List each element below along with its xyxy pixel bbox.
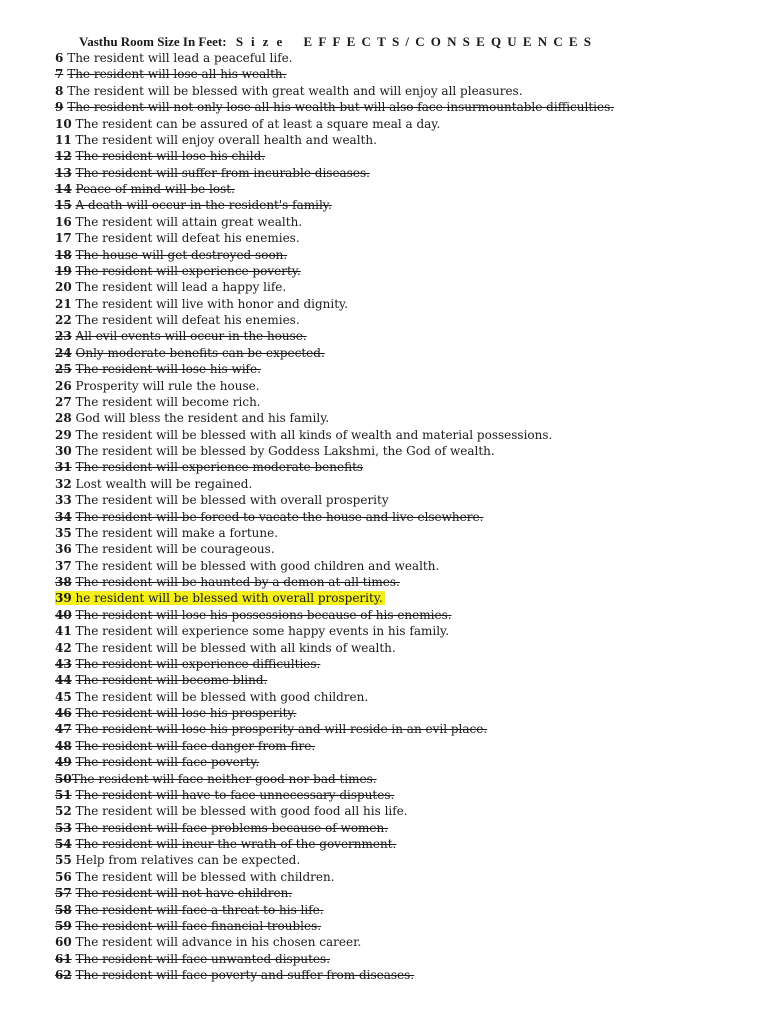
list-item [55,492,745,508]
document-page [55,33,745,983]
entry-effect-text: The resident will lose all his wealth. [67,67,287,82]
entry-size-number: 62 [55,968,72,982]
list-item [55,165,745,181]
entry-content [55,591,385,605]
list-item [55,918,745,934]
entry-effect-text: The resident will lose his child. [75,149,266,164]
entry-size-number: 49 [55,755,72,770]
entry-content [55,231,300,245]
entry-content [55,788,394,802]
entry-content [55,804,408,818]
entry-content [55,67,286,81]
entry-content [55,968,414,982]
entry-effect-text: The resident will be forced to vacate the house and live elsewhere. [75,509,484,524]
list-item [55,296,745,312]
list-item [55,623,745,639]
list-item [55,672,745,688]
list-item [55,820,745,836]
entry-content [55,346,325,360]
entry-size-number: 42 [55,640,72,655]
list-item [55,427,745,443]
list-item [55,148,745,164]
entry-size-number: 11 [55,132,72,147]
entry-size-number: 25 [55,362,72,377]
entry-content [55,166,370,180]
entry-content [55,903,324,917]
entry-size-number: 20 [55,280,72,295]
entry-size-number: 45 [55,689,72,704]
entry-content [55,477,252,491]
list-item [55,607,745,623]
list-item [55,66,745,82]
list-item [55,443,745,459]
list-item [55,590,745,606]
entry-effect-text: The resident will not have children. [75,886,293,901]
list-item [55,721,745,737]
entry-content [55,215,302,229]
entry-content [55,526,278,540]
entry-effect-text: The resident will be blessed with great wealth and will enjoy all pleasures. [67,83,523,98]
entry-size-number: 24 [55,345,72,360]
entry-effect-text: The resident will make a fortune. [75,525,279,540]
entry-content [55,313,300,327]
entry-size-number: 22 [55,313,72,327]
entry-size-number: 56 [55,869,72,884]
entry-effect-text: God will bless the resident and his family. [75,411,330,426]
entry-effect-text: The resident will have to face unnecessary disputes. [75,787,395,802]
list-item [55,836,745,852]
entry-size-number: 10 [55,116,72,131]
entry-size-number: 60 [55,935,72,950]
entry-size-number: 53 [55,820,72,835]
size-column-label: Size [235,34,291,49]
entry-content [55,575,400,589]
list-item [55,230,745,246]
entry-size-number: 32 [55,476,72,491]
entry-size-number: 47 [55,722,72,737]
entry-content [55,837,396,851]
entry-size-number: 37 [55,558,72,573]
entry-effect-text: The resident will face danger from fire. [75,738,316,753]
entry-content [55,329,307,343]
entry-size-number: 43 [55,656,72,671]
entry-content [55,657,320,671]
entry-effect-text: The resident will enjoy overall health and wealth. [75,132,377,147]
list-item [55,852,745,868]
entry-content [55,722,487,736]
entry-content [55,444,495,458]
entry-effect-text: The resident can be assured of at least a square meal a day. [75,116,441,131]
list-item [55,394,745,410]
list-item [55,132,745,148]
entry-effect-text: The resident will face poverty and suffer from diseases. [75,968,415,982]
list-item [55,99,745,115]
entry-size-number: 51 [55,787,72,802]
entry-effect-text: The resident will defeat his enemies. [75,313,300,327]
entry-content [55,264,301,278]
list-item [55,803,745,819]
entry-content [55,379,260,393]
entry-effect-text: The resident will experience moderate benefits [75,460,364,475]
list-item [55,640,745,656]
list-item [55,705,745,721]
entry-effect-text: The resident will incur the wrath of the government. [75,837,397,851]
entry-effect-text: The resident will experience some happy events in his family. [75,624,450,639]
entry-effect-text: The resident will lead a happy life. [75,280,287,295]
entry-effect-text: The resident will lose his prosperity and will reside in an evil place. [75,722,488,737]
list-item [55,263,745,279]
list-item [55,771,745,787]
entry-size-number: 13 [55,165,72,180]
entry-size-number: 39 [55,591,72,606]
entry-content [55,624,449,638]
entry-content [55,133,377,147]
entry-effect-text: The resident will become blind. [75,673,268,688]
entry-content [55,641,396,655]
entry-size-number: 14 [55,182,72,196]
list-item [55,525,745,541]
list-item [55,574,745,590]
entry-effect-text: The resident will lead a peaceful life. [67,51,293,65]
entry-effect-text: The resident will become rich. [75,394,261,409]
entry-effect-text: The resident will face financial troubles. [75,918,322,933]
entry-effect-text: The resident will be blessed with good children and wealth. [75,558,440,573]
entry-content [55,706,296,720]
entry-size-number: 58 [55,902,72,917]
entry-effect-text: The resident will lose his prosperity. [75,706,297,720]
entry-size-number: 19 [55,263,72,278]
list-item [55,787,745,803]
entry-size-number: 50 [55,771,72,786]
entry-content [55,149,265,163]
list-item [55,181,745,197]
entry-size-number: 9 [55,100,64,115]
entry-content [55,853,300,867]
entry-effect-text: The resident will be haunted by a demon at all times. [75,575,400,589]
table-header [55,33,745,50]
entry-content [55,460,363,474]
entry-size-number: 44 [55,673,72,688]
entry-effect-text: The resident will face problems because of women. [75,820,389,835]
list-item [55,378,745,394]
entry-size-number: 52 [55,804,72,819]
list-item [55,410,745,426]
list-item [55,738,745,754]
list-item [55,558,745,574]
entry-content [55,821,388,835]
entry-content [55,952,330,966]
entry-effect-text: The resident will be courageous. [75,542,275,557]
entry-size-number: 38 [55,575,72,589]
entry-size-number: 57 [55,886,72,901]
entry-content [55,772,377,786]
entry-size-number: 29 [55,427,72,442]
entry-size-number: 12 [55,149,72,164]
entry-effect-text: A death will occur in the resident's family. [75,198,332,213]
header-title: Vasthu Room Size In Feet: [79,34,227,49]
entry-content [55,919,321,933]
entry-content [55,100,614,114]
entry-size-number: 61 [55,951,72,966]
entry-size-number: 54 [55,837,72,851]
entry-content [55,559,439,573]
list-item [55,476,745,492]
entry-effect-text: The resident will be blessed with children. [75,869,335,884]
entry-effect-text: The resident will advance in his chosen career. [75,935,362,950]
entry-effect-text: Peace of mind will be lost. [75,182,235,196]
entry-size-number: 18 [55,247,72,262]
list-item [55,459,745,475]
entry-content [55,198,332,212]
entry-content [55,395,261,409]
entry-effect-text: The resident will face neither good nor bad times. [71,771,377,786]
entry-size-number: 34 [55,509,72,524]
entry-size-number: 28 [55,411,72,426]
list-item [55,116,745,132]
entry-effect-text: Lost wealth will be regained. [75,476,253,491]
entry-effect-text: The resident will be blessed with good food all his life. [75,804,408,819]
entry-effect-text: Only moderate benefits can be expected. [75,345,325,360]
list-item [55,312,745,328]
list-item [55,902,745,918]
entry-content [55,51,293,65]
entry-size-number: 55 [55,853,72,868]
entry-size-number: 15 [55,198,72,213]
entry-effect-text: The resident will lose his wife. [75,362,261,377]
entry-size-number: 48 [55,738,72,753]
entry-effect-text: The resident will be blessed with good children. [75,689,369,704]
entry-effect-text: All evil events will occur in the house. [75,329,307,344]
entry-effect-text: The resident will live with honor and dignity. [75,296,349,311]
entry-size-number: 26 [55,378,72,393]
entry-effect-text: The house will get destroyed soon. [75,247,288,262]
entry-size-number: 8 [55,83,64,98]
entry-effect-text: The resident will face poverty. [75,755,260,770]
list-item [55,83,745,99]
entry-effect-text: The resident will attain great wealth. [75,214,303,229]
entry-content [55,690,368,704]
list-item [55,656,745,672]
entry-size-number: 31 [55,460,72,475]
entry-effect-text: Prosperity will rule the house. [75,378,260,393]
entry-content [55,428,552,442]
entry-content [55,542,275,556]
entry-effect-text: The resident will face a threat to his life. [75,902,324,917]
entry-size-number: 41 [55,624,72,639]
entry-size-number: 6 [55,51,64,65]
entry-content [55,935,361,949]
entry-content [55,493,389,507]
list-item [55,328,745,344]
list-item [55,214,745,230]
list-item [55,247,745,263]
entry-size-number: 46 [55,706,72,720]
entry-size-number: 36 [55,542,72,557]
entry-size-number: 35 [55,525,72,540]
entry-size-number: 23 [55,329,72,344]
entry-content [55,739,315,753]
list-item [55,279,745,295]
list-item [55,967,745,983]
list-item [55,934,745,950]
entry-size-number: 16 [55,214,72,229]
entry-effect-text: The resident will not only lose all his wealth but will also face insurmountable difficulties. [67,100,615,115]
entry-effect-text: The resident will lose his possessions because of his enemies. [75,607,452,622]
entry-content [55,411,329,425]
entry-effect-text: The resident will be blessed with all kinds of wealth. [75,640,396,655]
entry-content [55,117,440,131]
entry-size-number: 17 [55,231,72,246]
entry-effect-text: he resident will be blessed with overall prosperity. [75,591,383,606]
list-item [55,197,745,213]
entry-size-number: 59 [55,918,72,933]
entry-content [55,248,287,262]
list-item [55,361,745,377]
entry-effect-text: The resident will be blessed with overall prosperity [75,493,389,508]
list-item [55,951,745,967]
entry-size-number: 7 [55,67,64,82]
entry-size-number: 21 [55,296,72,311]
entry-effect-text: The resident will face unwanted disputes. [75,951,331,966]
effects-column-label: EFFECTS/CONSEQUENCES [303,34,598,49]
list-item [55,869,745,885]
entry-content [55,280,286,294]
size-effects-list [55,50,745,983]
entry-effect-text: Help from relatives can be expected. [75,853,301,868]
list-item [55,345,745,361]
entry-size-number: 30 [55,444,72,458]
entry-effect-text: The resident will defeat his enemies. [75,231,300,246]
entry-content [55,297,348,311]
entry-effect-text: The resident will be blessed with all kinds of wealth and material possessions. [75,427,553,442]
entry-effect-text: The resident will experience difficulties. [75,656,321,671]
entry-content [55,886,292,900]
entry-effect-text: The resident will suffer from incurable diseases. [75,165,370,180]
entry-effect-text: The resident will experience poverty. [75,263,301,278]
entry-content [55,510,483,524]
entry-content [55,673,267,687]
list-item [55,754,745,770]
entry-effect-text: The resident will be blessed by Goddess Lakshmi, the God of wealth. [75,444,495,458]
entry-content [55,608,452,622]
list-item [55,509,745,525]
entry-content [55,755,259,769]
entry-size-number: 40 [55,607,72,622]
entry-content [55,182,235,196]
list-item [55,689,745,705]
entry-content [55,870,335,884]
list-item [55,885,745,901]
list-item [55,50,745,66]
entry-content [55,84,523,98]
entry-size-number: 27 [55,394,72,409]
entry-size-number: 33 [55,493,72,508]
entry-content [55,362,261,376]
list-item [55,541,745,557]
